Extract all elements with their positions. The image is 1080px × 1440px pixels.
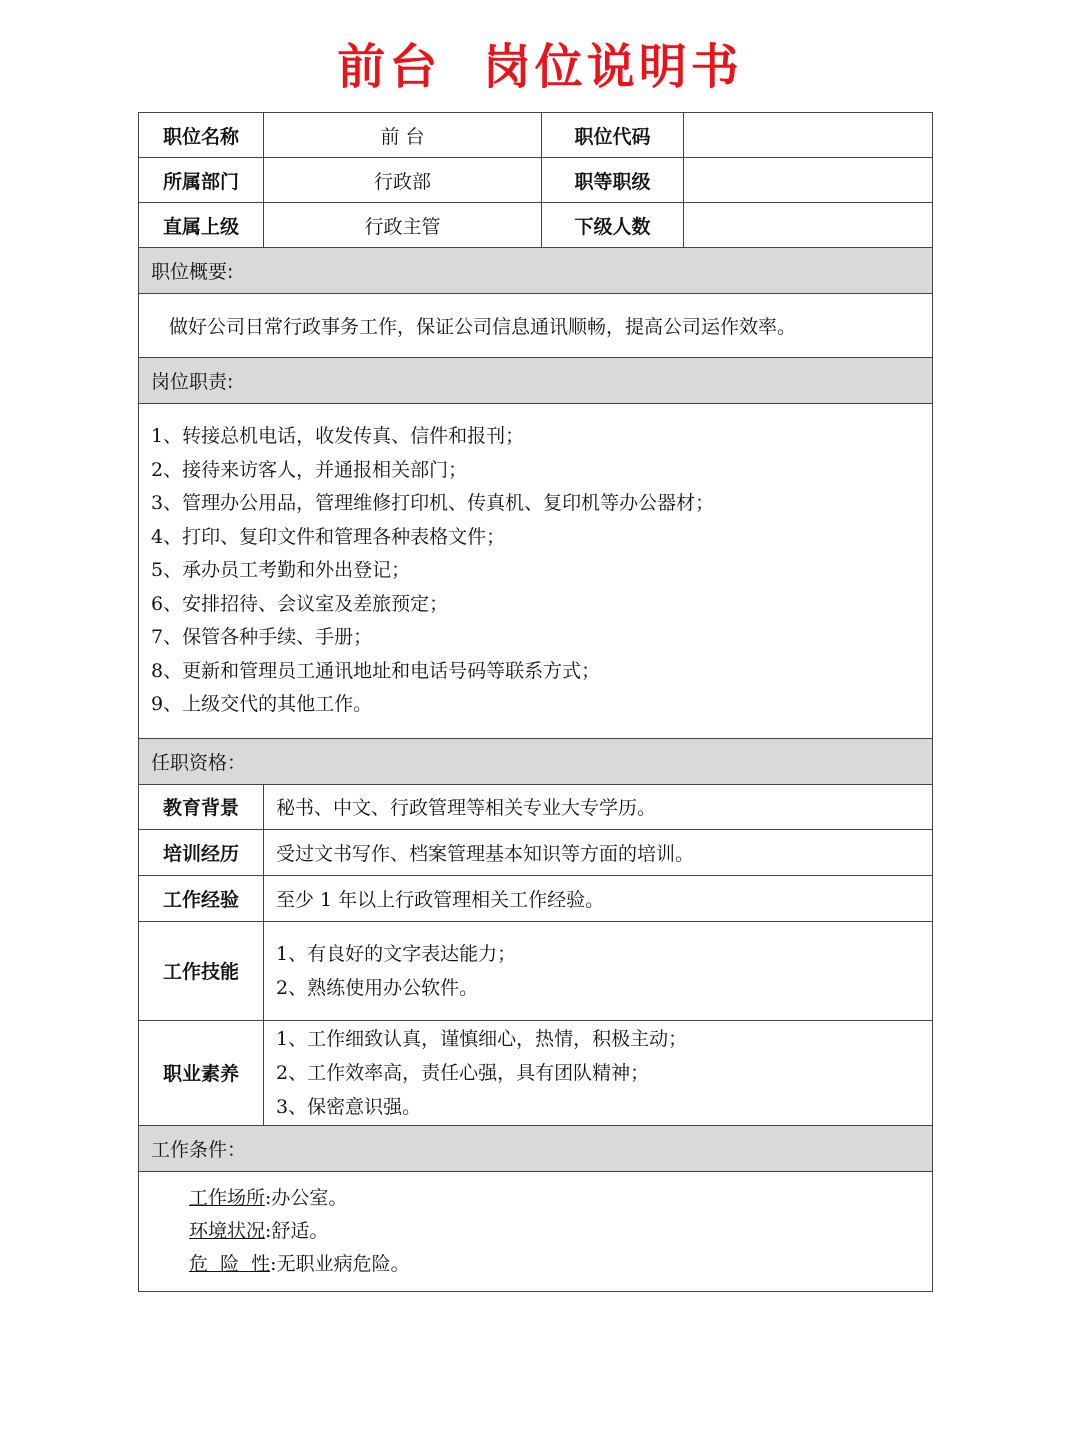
condition-key: 危 险 性	[189, 1252, 271, 1275]
row-supervisor	[139, 203, 933, 248]
condition-value: :办公室。	[265, 1186, 348, 1209]
row-skills	[139, 921, 933, 1020]
label-subordinates: 下级人数	[542, 203, 684, 248]
condition-value: :舒适。	[265, 1219, 329, 1242]
condition-value: :无职业病危险。	[270, 1252, 410, 1275]
job-description-table	[138, 112, 933, 1292]
duty-item: 3、管理办公用品，管理维修打印机、传真机、复印机等办公器材；	[151, 492, 715, 514]
duty-item: 9、上级交代的其他工作。	[151, 693, 373, 715]
duty-item: 5、承办员工考勤和外出登记；	[151, 559, 411, 581]
value-training: 受过文书写作、档案管理基本知识等方面的培训。	[264, 829, 933, 875]
value-education: 秘书、中文、行政管理等相关专业大专学历。	[264, 784, 933, 829]
duty-item: 4、打印、复印文件和管理各种表格文件；	[151, 525, 506, 548]
summary-text: 做好公司日常行政事务工作，保证公司信息通讯顺畅，提高公司运作效率。	[139, 294, 933, 358]
value-supervisor: 行政主管	[264, 203, 542, 248]
row-education	[139, 784, 933, 829]
value-subordinates	[684, 203, 933, 248]
condition-item	[189, 1182, 932, 1215]
row-position-name	[139, 113, 933, 158]
row-training	[139, 829, 933, 875]
value-grade	[684, 158, 933, 203]
value-experience: 至少 1 年以上行政管理相关工作经验。	[264, 875, 933, 921]
quality-item: 2、工作效率高，责任心强，具有团队精神；	[276, 1061, 650, 1084]
duty-item: 7、保管各种手续、手册；	[151, 626, 373, 648]
label-qualities: 职业素养	[139, 1020, 264, 1125]
skill-item: 2、熟练使用办公软件。	[276, 976, 479, 999]
row-department	[139, 158, 933, 203]
section-qualifications-heading: 任职资格：	[139, 738, 933, 784]
label-supervisor: 直属上级	[139, 203, 264, 248]
label-training: 培训经历	[139, 829, 264, 875]
label-department: 所属部门	[139, 158, 264, 203]
value-skills	[264, 921, 933, 1020]
row-qualities	[139, 1020, 933, 1125]
label-skills: 工作技能	[139, 921, 264, 1020]
condition-key: 工作场所	[189, 1186, 266, 1209]
skill-item: 1、有良好的文字表达能力；	[276, 942, 517, 965]
label-education: 教育背景	[139, 784, 264, 829]
value-position-name: 前 台	[264, 113, 542, 158]
condition-item	[189, 1248, 932, 1281]
duties-list	[139, 404, 933, 739]
duty-item: 6、安排招待、会议室及差旅预定；	[151, 592, 449, 615]
duty-item: 2、接待来访客人，并通报相关部门；	[151, 458, 468, 481]
label-position-name: 职位名称	[139, 113, 264, 158]
section-conditions-heading: 工作条件：	[139, 1125, 933, 1171]
condition-key: 环境状况	[189, 1219, 266, 1242]
quality-item: 1、工作细致认真，谨慎细心，热情，积极主动；	[276, 1027, 688, 1050]
section-summary-heading: 职位概要:	[139, 248, 933, 294]
label-position-code: 职位代码	[542, 113, 684, 158]
quality-item: 3、保密意识强。	[276, 1095, 422, 1118]
value-position-code	[684, 113, 933, 158]
page-title: 前台 岗位说明书	[337, 39, 743, 95]
duty-item: 8、更新和管理员工通讯地址和电话号码等联系方式；	[151, 659, 601, 682]
value-department: 行政部	[264, 158, 542, 203]
value-qualities	[264, 1020, 933, 1125]
label-experience: 工作经验	[139, 875, 264, 921]
row-experience	[139, 875, 933, 921]
conditions-list	[139, 1171, 933, 1291]
duty-item: 1、转接总机电话，收发传真、信件和报刊；	[151, 425, 525, 447]
section-duties-heading: 岗位职责:	[139, 358, 933, 404]
condition-item	[189, 1215, 932, 1248]
label-grade: 职等职级	[542, 158, 684, 203]
